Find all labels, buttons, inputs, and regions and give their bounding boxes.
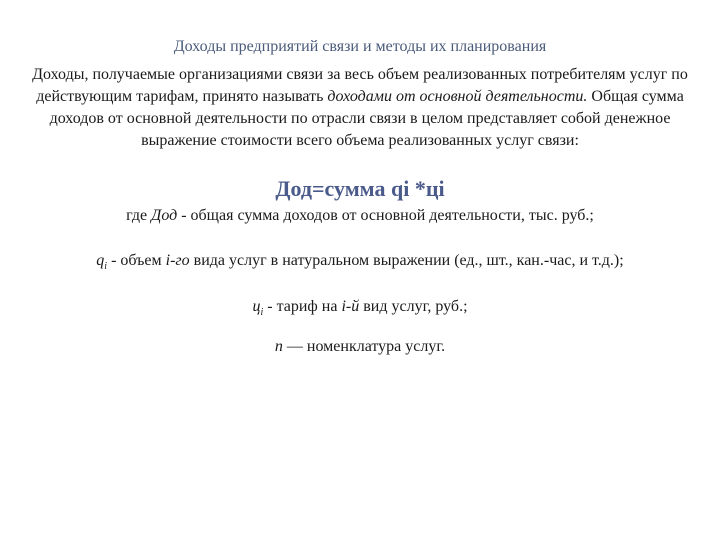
def-italic-tariff: i-й (341, 298, 360, 315)
def-prefix: где (126, 207, 152, 224)
def-subscript-tariff: i (260, 307, 264, 319)
def-symbol-q: q (96, 252, 105, 269)
def-text-q: вида услуг в натуральном выражении (ед., шт., кан.-час, и т.д.); (189, 252, 624, 269)
definition-n (0, 338, 720, 356)
def-text-tariff: вид услуг, руб.; (359, 298, 468, 315)
definition-dod (0, 207, 720, 225)
intro-text-part2: Общая сумма доходов от основной деятельности по отрасли связи в целом представляет собой денежное выражение стоимости всего объема реализованных услуг связи: (49, 88, 684, 149)
slide-title: Доходы предприятий связи и методы их планирования (173, 38, 547, 55)
def-text-n: — номенклатура услуг. (282, 338, 446, 355)
intro-emphasis: доходами от основной деятельности. (327, 88, 588, 105)
revenue-formula: Дод=сумма qi *цi (275, 176, 445, 201)
def-italic-q: i-го (165, 252, 190, 269)
def-symbol-tariff: ц (252, 298, 261, 315)
def-symbol-n: n (274, 338, 283, 355)
def-symbol-dod: Дод (151, 207, 178, 224)
def-mid-tariff: - тариф на (263, 298, 342, 315)
intro-paragraph (28, 64, 692, 152)
definition-tariff (0, 298, 720, 318)
def-subscript-q: i (104, 261, 108, 273)
def-mid-q: - объем (107, 252, 166, 269)
intro-text-part1: Доходы, получаемые организациями связи за весь объем реализованных потребителям услуг по действующим тарифам, принято называть (32, 66, 688, 105)
def-text-dod: - общая сумма доходов от основной деятельности, тыс. руб.; (177, 207, 594, 224)
definition-q (0, 252, 720, 272)
